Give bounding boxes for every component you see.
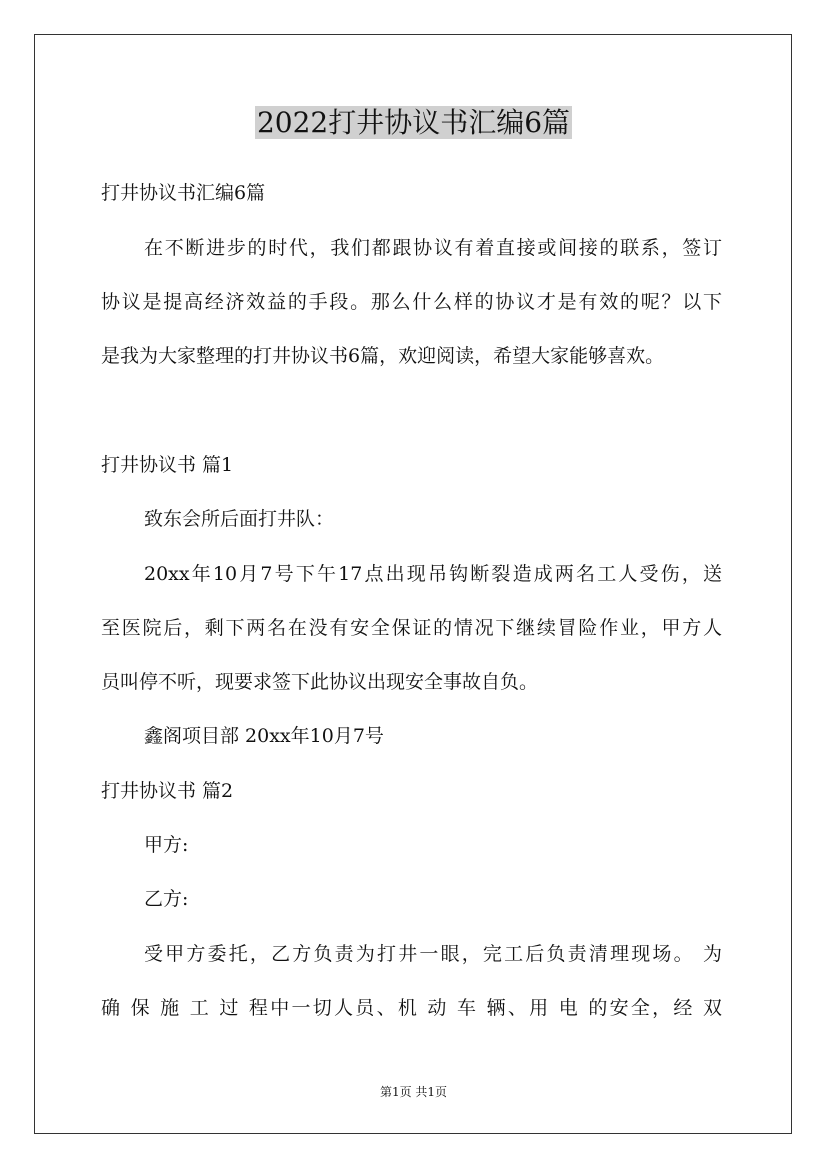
section2-party-b: 乙方:	[144, 888, 189, 910]
document-title: 2022打井协议书汇编6篇	[256, 106, 571, 139]
document-subtitle: 打井协议书汇编6篇	[101, 182, 266, 204]
section1-heading: 打井协议书 篇1	[101, 454, 234, 476]
section1-body-line-3: 员叫停不听，现要求签下此协议出现安全事故自负。	[101, 671, 539, 693]
section2-body-line-1: 受甲方委托，乙方负责为打井一眼，完工后负责清理现场。 为	[144, 943, 722, 965]
intro-line-1: 在不断进步的时代，我们都跟协议有着直接或间接的联系，签订	[144, 237, 722, 259]
section1-addressee: 致东会所后面打井队：	[144, 508, 335, 530]
page-footer: 第1页 共1页	[379, 1085, 448, 1099]
section1-body-line-1: 20xx年10月7号下午17点出现吊钩断裂造成两名工人受伤，送	[144, 563, 722, 585]
intro-line-2: 协议是提高经济效益的手段。那么什么样的协议才是有效的呢？以下	[101, 291, 722, 313]
section1-body-line-2: 至医院后，剩下两名在没有安全保证的情况下继续冒险作业，甲方人	[101, 617, 722, 639]
section2-party-a: 甲方:	[144, 834, 189, 856]
section2-heading: 打井协议书 篇2	[101, 780, 234, 802]
section2-body-line-2: 确 保 施 工 过 程中一切人员、机 动 车 辆、用 电 的安全，经 双	[101, 997, 722, 1019]
intro-line-3: 是我为大家整理的打井协议书6篇，欢迎阅读，希望大家能够喜欢。	[101, 345, 665, 367]
section1-signature: 鑫阁项目部 20xx年10月7号	[144, 725, 384, 747]
